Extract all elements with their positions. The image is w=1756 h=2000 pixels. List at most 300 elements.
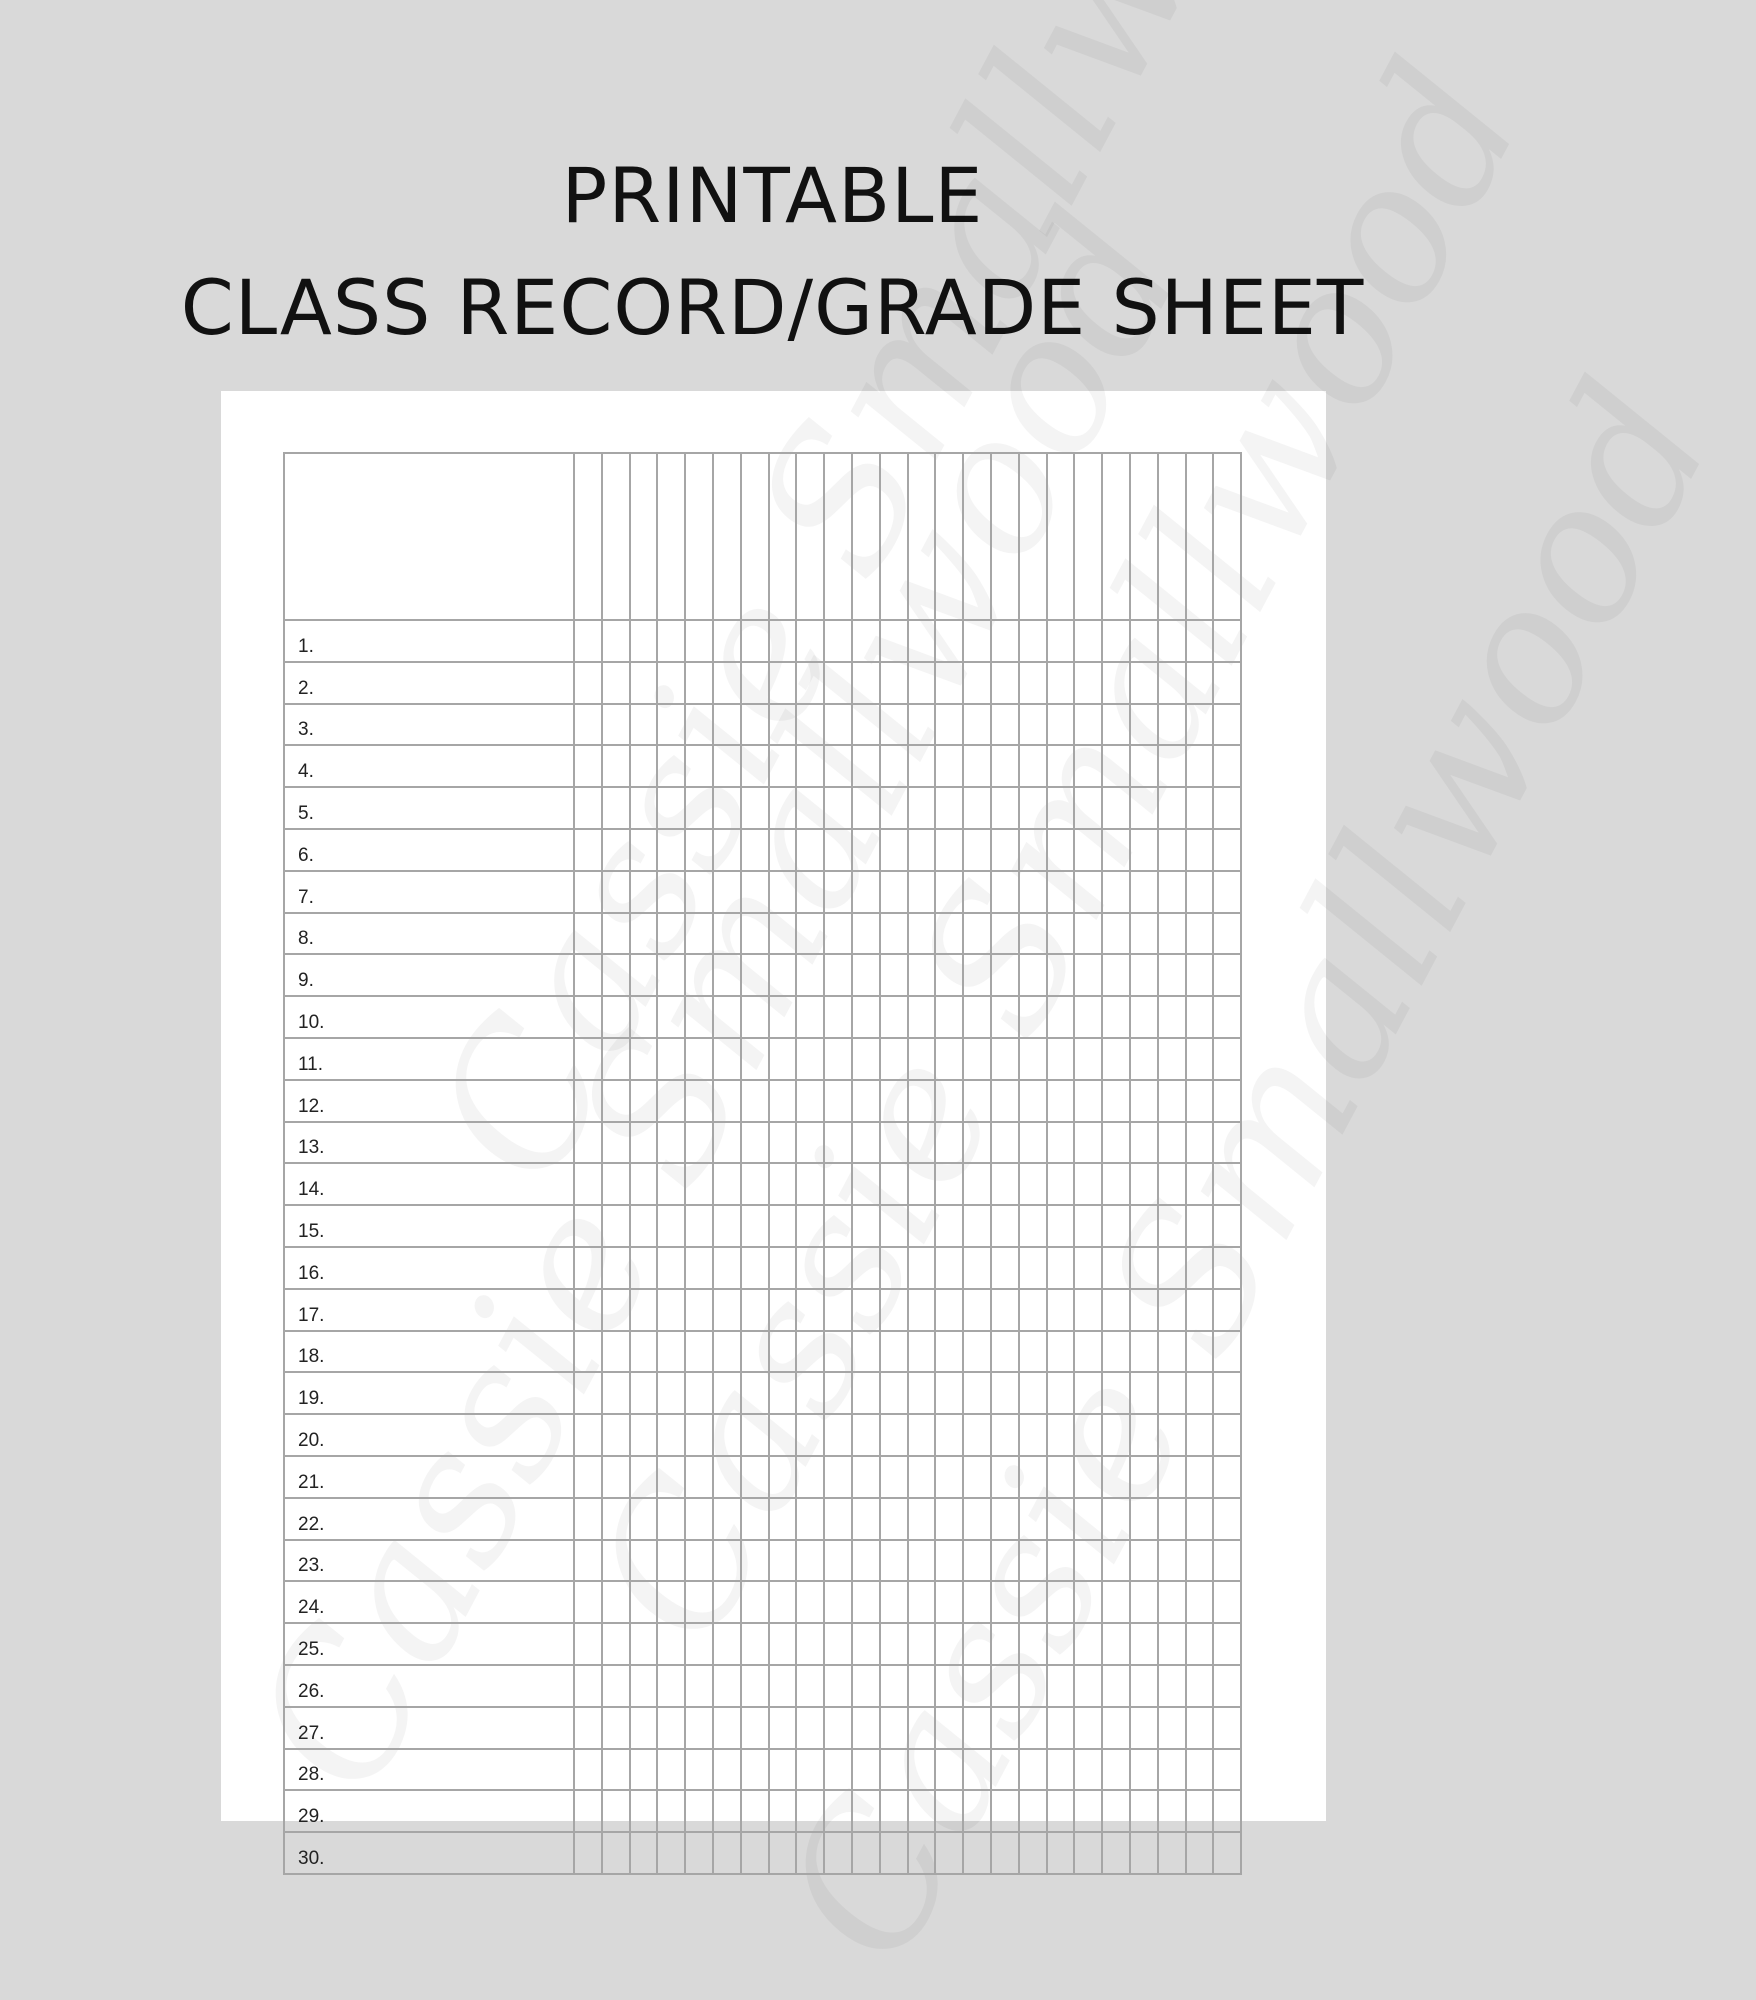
grade-cell[interactable] xyxy=(1158,1372,1186,1414)
student-number-cell[interactable]: 10. xyxy=(284,996,574,1038)
grade-cell[interactable] xyxy=(991,1540,1019,1582)
grade-cell[interactable] xyxy=(935,1372,963,1414)
grade-cell[interactable] xyxy=(1186,829,1214,871)
assignment-header-cell[interactable] xyxy=(685,453,713,620)
grade-cell[interactable] xyxy=(602,1707,630,1749)
grade-cell[interactable] xyxy=(935,996,963,1038)
grade-cell[interactable] xyxy=(1130,1707,1158,1749)
grade-cell[interactable] xyxy=(713,829,741,871)
grade-cell[interactable] xyxy=(991,1832,1019,1874)
grade-cell[interactable] xyxy=(796,1289,824,1331)
grade-cell[interactable] xyxy=(880,1707,908,1749)
grade-cell[interactable] xyxy=(1019,1832,1047,1874)
grade-cell[interactable] xyxy=(1047,1665,1075,1707)
grade-cell[interactable] xyxy=(796,996,824,1038)
grade-cell[interactable] xyxy=(1213,1498,1241,1540)
assignment-header-cell[interactable] xyxy=(1130,453,1158,620)
grade-cell[interactable] xyxy=(824,871,852,913)
grade-cell[interactable] xyxy=(1213,1832,1241,1874)
grade-cell[interactable] xyxy=(935,1080,963,1122)
assignment-header-cell[interactable] xyxy=(1047,453,1075,620)
grade-cell[interactable] xyxy=(630,1163,658,1205)
grade-cell[interactable] xyxy=(1102,871,1130,913)
grade-cell[interactable] xyxy=(963,704,991,746)
grade-cell[interactable] xyxy=(685,704,713,746)
grade-cell[interactable] xyxy=(574,787,602,829)
grade-cell[interactable] xyxy=(1130,1456,1158,1498)
grade-cell[interactable] xyxy=(602,1372,630,1414)
grade-cell[interactable] xyxy=(963,1581,991,1623)
grade-cell[interactable] xyxy=(769,1790,797,1832)
grade-cell[interactable] xyxy=(880,787,908,829)
grade-cell[interactable] xyxy=(1047,1289,1075,1331)
grade-cell[interactable] xyxy=(963,1038,991,1080)
grade-cell[interactable] xyxy=(1213,1540,1241,1582)
grade-cell[interactable] xyxy=(908,829,936,871)
grade-cell[interactable] xyxy=(630,913,658,955)
grade-cell[interactable] xyxy=(796,1707,824,1749)
grade-cell[interactable] xyxy=(908,1498,936,1540)
grade-cell[interactable] xyxy=(1186,1456,1214,1498)
grade-cell[interactable] xyxy=(685,1080,713,1122)
grade-cell[interactable] xyxy=(630,1289,658,1331)
grade-cell[interactable] xyxy=(824,954,852,996)
student-number-cell[interactable]: 18. xyxy=(284,1331,574,1373)
grade-cell[interactable] xyxy=(880,1205,908,1247)
grade-cell[interactable] xyxy=(602,1456,630,1498)
grade-cell[interactable] xyxy=(824,1832,852,1874)
grade-cell[interactable] xyxy=(935,1205,963,1247)
grade-cell[interactable] xyxy=(1130,871,1158,913)
grade-cell[interactable] xyxy=(657,1540,685,1582)
grade-cell[interactable] xyxy=(657,1623,685,1665)
grade-cell[interactable] xyxy=(1074,1456,1102,1498)
grade-cell[interactable] xyxy=(741,1456,769,1498)
grade-cell[interactable] xyxy=(935,1456,963,1498)
grade-cell[interactable] xyxy=(657,1790,685,1832)
grade-cell[interactable] xyxy=(1074,1289,1102,1331)
grade-cell[interactable] xyxy=(574,662,602,704)
grade-cell[interactable] xyxy=(1047,1581,1075,1623)
grade-cell[interactable] xyxy=(1186,1122,1214,1164)
grade-cell[interactable] xyxy=(1074,620,1102,662)
grade-cell[interactable] xyxy=(852,1665,880,1707)
grade-cell[interactable] xyxy=(713,1498,741,1540)
grade-cell[interactable] xyxy=(769,1122,797,1164)
grade-cell[interactable] xyxy=(602,1163,630,1205)
grade-cell[interactable] xyxy=(1102,662,1130,704)
grade-cell[interactable] xyxy=(1019,787,1047,829)
student-number-cell[interactable]: 20. xyxy=(284,1414,574,1456)
grade-cell[interactable] xyxy=(852,1707,880,1749)
grade-cell[interactable] xyxy=(685,1581,713,1623)
grade-cell[interactable] xyxy=(769,1247,797,1289)
grade-cell[interactable] xyxy=(991,1331,1019,1373)
grade-cell[interactable] xyxy=(880,1331,908,1373)
assignment-header-cell[interactable] xyxy=(741,453,769,620)
student-number-cell[interactable]: 5. xyxy=(284,787,574,829)
grade-cell[interactable] xyxy=(796,1749,824,1791)
grade-cell[interactable] xyxy=(1186,745,1214,787)
grade-cell[interactable] xyxy=(713,1665,741,1707)
grade-cell[interactable] xyxy=(713,745,741,787)
grade-cell[interactable] xyxy=(713,1122,741,1164)
grade-cell[interactable] xyxy=(1130,1372,1158,1414)
grade-cell[interactable] xyxy=(908,1707,936,1749)
student-number-cell[interactable]: 26. xyxy=(284,1665,574,1707)
grade-cell[interactable] xyxy=(1102,913,1130,955)
grade-cell[interactable] xyxy=(713,1372,741,1414)
grade-cell[interactable] xyxy=(852,1749,880,1791)
grade-cell[interactable] xyxy=(574,1665,602,1707)
grade-cell[interactable] xyxy=(574,620,602,662)
grade-cell[interactable] xyxy=(1158,662,1186,704)
grade-cell[interactable] xyxy=(963,1372,991,1414)
grade-cell[interactable] xyxy=(908,704,936,746)
grade-cell[interactable] xyxy=(685,1749,713,1791)
grade-cell[interactable] xyxy=(1102,787,1130,829)
grade-cell[interactable] xyxy=(1019,745,1047,787)
grade-cell[interactable] xyxy=(880,1247,908,1289)
grade-cell[interactable] xyxy=(796,1456,824,1498)
grade-cell[interactable] xyxy=(1158,1163,1186,1205)
grade-cell[interactable] xyxy=(824,1707,852,1749)
grade-cell[interactable] xyxy=(963,913,991,955)
grade-cell[interactable] xyxy=(880,829,908,871)
grade-cell[interactable] xyxy=(1130,1205,1158,1247)
grade-cell[interactable] xyxy=(1130,996,1158,1038)
assignment-header-cell[interactable] xyxy=(602,453,630,620)
grade-cell[interactable] xyxy=(741,954,769,996)
grade-cell[interactable] xyxy=(1102,745,1130,787)
grade-cell[interactable] xyxy=(1047,745,1075,787)
grade-cell[interactable] xyxy=(1102,1414,1130,1456)
grade-cell[interactable] xyxy=(769,1080,797,1122)
grade-cell[interactable] xyxy=(574,1289,602,1331)
grade-cell[interactable] xyxy=(935,1707,963,1749)
grade-cell[interactable] xyxy=(1158,1665,1186,1707)
grade-cell[interactable] xyxy=(963,1790,991,1832)
grade-cell[interactable] xyxy=(1186,704,1214,746)
grade-cell[interactable] xyxy=(657,913,685,955)
grade-cell[interactable] xyxy=(1213,1623,1241,1665)
grade-cell[interactable] xyxy=(796,1790,824,1832)
grade-cell[interactable] xyxy=(741,1665,769,1707)
grade-cell[interactable] xyxy=(602,1080,630,1122)
grade-cell[interactable] xyxy=(991,1456,1019,1498)
grade-cell[interactable] xyxy=(991,1163,1019,1205)
grade-cell[interactable] xyxy=(935,1749,963,1791)
grade-cell[interactable] xyxy=(1158,620,1186,662)
grade-cell[interactable] xyxy=(1074,1372,1102,1414)
grade-cell[interactable] xyxy=(935,1665,963,1707)
grade-cell[interactable] xyxy=(741,996,769,1038)
grade-cell[interactable] xyxy=(852,1623,880,1665)
grade-cell[interactable] xyxy=(1074,1414,1102,1456)
grade-cell[interactable] xyxy=(1047,1456,1075,1498)
grade-cell[interactable] xyxy=(824,1122,852,1164)
grade-cell[interactable] xyxy=(991,662,1019,704)
grade-cell[interactable] xyxy=(769,1498,797,1540)
grade-cell[interactable] xyxy=(880,1832,908,1874)
grade-cell[interactable] xyxy=(741,1707,769,1749)
grade-cell[interactable] xyxy=(741,1163,769,1205)
grade-cell[interactable] xyxy=(574,704,602,746)
grade-cell[interactable] xyxy=(741,662,769,704)
student-number-cell[interactable]: 16. xyxy=(284,1247,574,1289)
grade-cell[interactable] xyxy=(602,829,630,871)
grade-cell[interactable] xyxy=(963,1205,991,1247)
grade-cell[interactable] xyxy=(824,787,852,829)
grade-cell[interactable] xyxy=(685,1623,713,1665)
grade-cell[interactable] xyxy=(769,1038,797,1080)
grade-cell[interactable] xyxy=(741,787,769,829)
grade-cell[interactable] xyxy=(824,1665,852,1707)
grade-cell[interactable] xyxy=(1213,1122,1241,1164)
grade-cell[interactable] xyxy=(630,1372,658,1414)
grade-cell[interactable] xyxy=(1130,1038,1158,1080)
grade-cell[interactable] xyxy=(963,1289,991,1331)
grade-cell[interactable] xyxy=(769,787,797,829)
grade-cell[interactable] xyxy=(1186,1205,1214,1247)
grade-cell[interactable] xyxy=(824,1581,852,1623)
grade-cell[interactable] xyxy=(741,1038,769,1080)
grade-cell[interactable] xyxy=(741,1498,769,1540)
grade-cell[interactable] xyxy=(935,1331,963,1373)
grade-cell[interactable] xyxy=(991,1414,1019,1456)
grade-cell[interactable] xyxy=(852,954,880,996)
grade-cell[interactable] xyxy=(685,1372,713,1414)
grade-cell[interactable] xyxy=(908,1038,936,1080)
grade-cell[interactable] xyxy=(1186,996,1214,1038)
grade-cell[interactable] xyxy=(657,1832,685,1874)
assignment-header-cell[interactable] xyxy=(713,453,741,620)
grade-cell[interactable] xyxy=(935,1540,963,1582)
grade-cell[interactable] xyxy=(935,704,963,746)
grade-cell[interactable] xyxy=(685,1247,713,1289)
grade-cell[interactable] xyxy=(1158,954,1186,996)
grade-cell[interactable] xyxy=(852,1038,880,1080)
grade-cell[interactable] xyxy=(574,1456,602,1498)
grade-cell[interactable] xyxy=(630,787,658,829)
grade-cell[interactable] xyxy=(1019,1331,1047,1373)
grade-cell[interactable] xyxy=(1158,1456,1186,1498)
grade-cell[interactable] xyxy=(602,1414,630,1456)
grade-cell[interactable] xyxy=(1074,662,1102,704)
grade-cell[interactable] xyxy=(991,1581,1019,1623)
grade-cell[interactable] xyxy=(1019,1581,1047,1623)
grade-cell[interactable] xyxy=(935,1163,963,1205)
grade-cell[interactable] xyxy=(1074,704,1102,746)
grade-cell[interactable] xyxy=(1047,704,1075,746)
grade-cell[interactable] xyxy=(685,954,713,996)
grade-cell[interactable] xyxy=(685,1832,713,1874)
grade-cell[interactable] xyxy=(1130,1163,1158,1205)
grade-cell[interactable] xyxy=(713,1247,741,1289)
assignment-header-cell[interactable] xyxy=(1102,453,1130,620)
grade-cell[interactable] xyxy=(1047,996,1075,1038)
grade-cell[interactable] xyxy=(1102,1456,1130,1498)
grade-cell[interactable] xyxy=(1047,1790,1075,1832)
grade-cell[interactable] xyxy=(657,620,685,662)
grade-cell[interactable] xyxy=(741,1749,769,1791)
grade-cell[interactable] xyxy=(602,1790,630,1832)
grade-cell[interactable] xyxy=(741,1289,769,1331)
grade-cell[interactable] xyxy=(574,1498,602,1540)
grade-cell[interactable] xyxy=(657,1331,685,1373)
grade-cell[interactable] xyxy=(630,620,658,662)
grade-cell[interactable] xyxy=(880,1080,908,1122)
assignment-header-cell[interactable] xyxy=(630,453,658,620)
grade-cell[interactable] xyxy=(796,704,824,746)
grade-cell[interactable] xyxy=(824,1790,852,1832)
student-number-cell[interactable]: 25. xyxy=(284,1623,574,1665)
grade-cell[interactable] xyxy=(824,1038,852,1080)
grade-cell[interactable] xyxy=(574,1247,602,1289)
grade-cell[interactable] xyxy=(1213,954,1241,996)
grade-cell[interactable] xyxy=(769,620,797,662)
grade-cell[interactable] xyxy=(602,662,630,704)
grade-cell[interactable] xyxy=(880,662,908,704)
grade-cell[interactable] xyxy=(963,954,991,996)
grade-cell[interactable] xyxy=(574,1205,602,1247)
grade-cell[interactable] xyxy=(824,996,852,1038)
grade-cell[interactable] xyxy=(1213,1414,1241,1456)
grade-cell[interactable] xyxy=(1158,1247,1186,1289)
grade-cell[interactable] xyxy=(685,1289,713,1331)
grade-cell[interactable] xyxy=(1130,745,1158,787)
grade-cell[interactable] xyxy=(852,913,880,955)
grade-cell[interactable] xyxy=(574,871,602,913)
grade-cell[interactable] xyxy=(1102,1080,1130,1122)
grade-cell[interactable] xyxy=(574,1832,602,1874)
grade-cell[interactable] xyxy=(1130,1080,1158,1122)
grade-cell[interactable] xyxy=(796,620,824,662)
student-number-cell[interactable]: 22. xyxy=(284,1498,574,1540)
grade-cell[interactable] xyxy=(741,1540,769,1582)
grade-cell[interactable] xyxy=(1019,1623,1047,1665)
grade-cell[interactable] xyxy=(908,1540,936,1582)
grade-cell[interactable] xyxy=(935,829,963,871)
grade-cell[interactable] xyxy=(852,1122,880,1164)
grade-cell[interactable] xyxy=(963,1665,991,1707)
grade-cell[interactable] xyxy=(991,1247,1019,1289)
grade-cell[interactable] xyxy=(1213,1080,1241,1122)
grade-cell[interactable] xyxy=(1213,1289,1241,1331)
grade-cell[interactable] xyxy=(1047,662,1075,704)
grade-cell[interactable] xyxy=(602,1581,630,1623)
grade-cell[interactable] xyxy=(574,829,602,871)
grade-cell[interactable] xyxy=(935,954,963,996)
grade-cell[interactable] xyxy=(824,1456,852,1498)
grade-cell[interactable] xyxy=(602,1498,630,1540)
grade-cell[interactable] xyxy=(991,913,1019,955)
grade-cell[interactable] xyxy=(824,1331,852,1373)
grade-cell[interactable] xyxy=(963,1163,991,1205)
grade-cell[interactable] xyxy=(1213,1372,1241,1414)
grade-cell[interactable] xyxy=(1019,1707,1047,1749)
grade-cell[interactable] xyxy=(1213,787,1241,829)
grade-cell[interactable] xyxy=(769,1331,797,1373)
grade-cell[interactable] xyxy=(1186,1414,1214,1456)
grade-cell[interactable] xyxy=(602,1205,630,1247)
grade-cell[interactable] xyxy=(824,1163,852,1205)
grade-cell[interactable] xyxy=(852,1414,880,1456)
grade-cell[interactable] xyxy=(1019,871,1047,913)
grade-cell[interactable] xyxy=(630,1038,658,1080)
grade-cell[interactable] xyxy=(908,1080,936,1122)
grade-cell[interactable] xyxy=(685,1456,713,1498)
grade-cell[interactable] xyxy=(685,1707,713,1749)
grade-cell[interactable] xyxy=(1130,1331,1158,1373)
assignment-header-cell[interactable] xyxy=(796,453,824,620)
grade-cell[interactable] xyxy=(1074,1623,1102,1665)
grade-cell[interactable] xyxy=(713,1456,741,1498)
grade-cell[interactable] xyxy=(630,1623,658,1665)
grade-cell[interactable] xyxy=(630,954,658,996)
student-number-cell[interactable]: 19. xyxy=(284,1372,574,1414)
student-number-cell[interactable]: 24. xyxy=(284,1581,574,1623)
grade-cell[interactable] xyxy=(1074,1080,1102,1122)
assignment-header-cell[interactable] xyxy=(852,453,880,620)
grade-cell[interactable] xyxy=(713,662,741,704)
grade-cell[interactable] xyxy=(1186,1163,1214,1205)
grade-cell[interactable] xyxy=(1019,1540,1047,1582)
grade-cell[interactable] xyxy=(880,620,908,662)
grade-cell[interactable] xyxy=(1158,996,1186,1038)
grade-cell[interactable] xyxy=(1074,1205,1102,1247)
grade-cell[interactable] xyxy=(769,1707,797,1749)
grade-cell[interactable] xyxy=(574,1080,602,1122)
grade-cell[interactable] xyxy=(713,620,741,662)
grade-cell[interactable] xyxy=(1102,996,1130,1038)
grade-cell[interactable] xyxy=(1102,1707,1130,1749)
grade-cell[interactable] xyxy=(880,1790,908,1832)
grade-cell[interactable] xyxy=(1019,1038,1047,1080)
grade-cell[interactable] xyxy=(991,787,1019,829)
grade-cell[interactable] xyxy=(1074,1498,1102,1540)
grade-cell[interactable] xyxy=(963,1540,991,1582)
grade-cell[interactable] xyxy=(1074,1122,1102,1164)
grade-cell[interactable] xyxy=(880,745,908,787)
grade-cell[interactable] xyxy=(1074,1707,1102,1749)
grade-cell[interactable] xyxy=(685,1122,713,1164)
grade-cell[interactable] xyxy=(602,745,630,787)
grade-cell[interactable] xyxy=(657,1122,685,1164)
grade-cell[interactable] xyxy=(1186,1289,1214,1331)
grade-cell[interactable] xyxy=(796,1122,824,1164)
grade-cell[interactable] xyxy=(1047,1038,1075,1080)
grade-cell[interactable] xyxy=(685,1498,713,1540)
grade-cell[interactable] xyxy=(908,1790,936,1832)
grade-cell[interactable] xyxy=(991,704,1019,746)
grade-cell[interactable] xyxy=(963,787,991,829)
grade-cell[interactable] xyxy=(602,1038,630,1080)
grade-cell[interactable] xyxy=(1186,1540,1214,1582)
grade-cell[interactable] xyxy=(657,1665,685,1707)
grade-cell[interactable] xyxy=(574,1581,602,1623)
grade-cell[interactable] xyxy=(1158,1749,1186,1791)
grade-cell[interactable] xyxy=(796,1080,824,1122)
grade-cell[interactable] xyxy=(880,1414,908,1456)
grade-cell[interactable] xyxy=(1019,1749,1047,1791)
grade-cell[interactable] xyxy=(880,704,908,746)
grade-cell[interactable] xyxy=(935,1623,963,1665)
grade-cell[interactable] xyxy=(713,1623,741,1665)
grade-cell[interactable] xyxy=(1047,1832,1075,1874)
grade-cell[interactable] xyxy=(1186,1707,1214,1749)
grade-cell[interactable] xyxy=(796,662,824,704)
